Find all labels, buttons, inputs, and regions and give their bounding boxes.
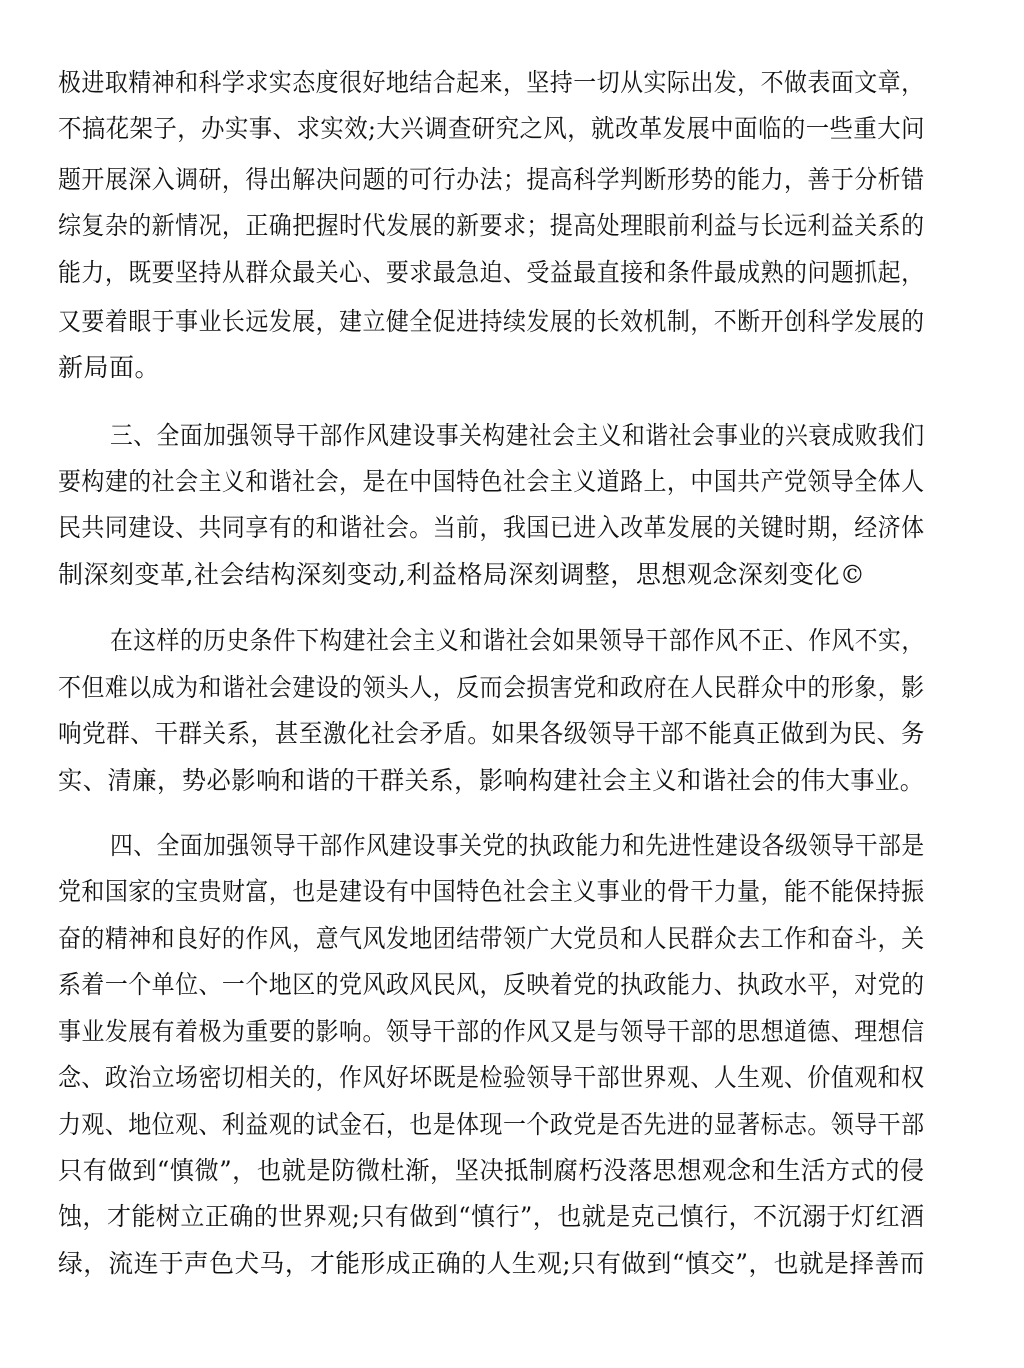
text-line: 在这样的历史条件下构建社会主义和谐社会如果领导干部作风不正、作风不实， — [110, 626, 925, 655]
text-line: 系着一个单位、一个地区的党风政风民风，反映着党的执政能力、执政水平，对党的 — [58, 970, 925, 999]
text-line: 念、政治立场密切相关的，作风好坏既是检验领导干部世界观、人生观、价值观和权 — [58, 1063, 925, 1092]
text-line: 事业发展有着极为重要的影响。领导干部的作风又是与领导干部的思想道德、理想信 — [58, 1017, 925, 1046]
text-line: 民共同建设、共同享有的和谐社会。当前，我国已进入改革发展的关键时期，经济体 — [58, 513, 925, 542]
text-line: 绿，流连于声色犬马，才能形成正确的人生观;只有做到“慎交”，也就是择善而 — [58, 1249, 926, 1278]
text-line: 不搞花架子，办实事、求实效;大兴调查研究之风，就改革发展中面临的一些重大问 — [58, 114, 925, 143]
text-line: 题开展深入调研，得出解决问题的可行办法；提高科学判断形势的能力，善于分析错 — [58, 165, 925, 194]
text-line: 能力，既要坚持从群众最关心、要求最急迫、受益最直接和条件最成熟的问题抓起， — [58, 258, 925, 287]
text-line: 实、清廉，势必影响和谐的干群关系，影响构建社会主义和谐社会的伟大事业。 — [58, 766, 925, 795]
text-line: 新局面。 — [58, 353, 161, 382]
text-line: 党和国家的宝贵财富，也是建设有中国特色社会主义事业的骨干力量，能不能保持振 — [58, 877, 925, 906]
text-line: 综复杂的新情况，正确把握时代发展的新要求；提高处理眼前利益与长远利益关系的 — [58, 211, 925, 240]
text-line: 奋的精神和良好的作风，意气风发地团结带领广大党员和人民群众去工作和奋斗，关 — [58, 924, 925, 953]
text-line: 蚀，才能树立正确的世界观;只有做到“慎行”，也就是克己慎行，不沉溺于灯红酒 — [58, 1202, 925, 1231]
text-line: 响党群、干群关系，甚至激化社会矛盾。如果各级领导干部不能真正做到为民、务 — [58, 719, 925, 748]
text-line: 只有做到“慎微”，也就是防微杜渐，坚决抵制腐朽没落思想观念和生活方式的侵 — [58, 1156, 925, 1185]
text-line: 力观、地位观、利益观的试金石，也是体现一个政党是否先进的显著标志。领导干部 — [58, 1110, 925, 1139]
text-line: 又要着眼于事业长远发展，建立健全促进持续发展的长效机制，不断开创科学发展的 — [58, 307, 925, 336]
text-line: 要构建的社会主义和谐社会，是在中国特色社会主义道路上，中国共产党领导全体人 — [58, 467, 925, 496]
text-line: 不但难以成为和谐社会建设的领头人，反而会损害党和政府在人民群众中的形象，影 — [58, 673, 925, 702]
text-line: 制深刻变革,社会结构深刻变动,利益格局深刻调整，思想观念深刻变化© — [58, 560, 866, 589]
text-line: 四、全面加强领导干部作风建设事关党的执政能力和先进性建设各级领导干部是 — [110, 831, 925, 860]
text-line: 三、全面加强领导干部作风建设事关构建社会主义和谐社会事业的兴衰成败我们 — [110, 421, 925, 450]
text-line: 极进取精神和科学求实态度很好地结合起来，坚持一切从实际出发，不做表面文章， — [58, 68, 925, 97]
